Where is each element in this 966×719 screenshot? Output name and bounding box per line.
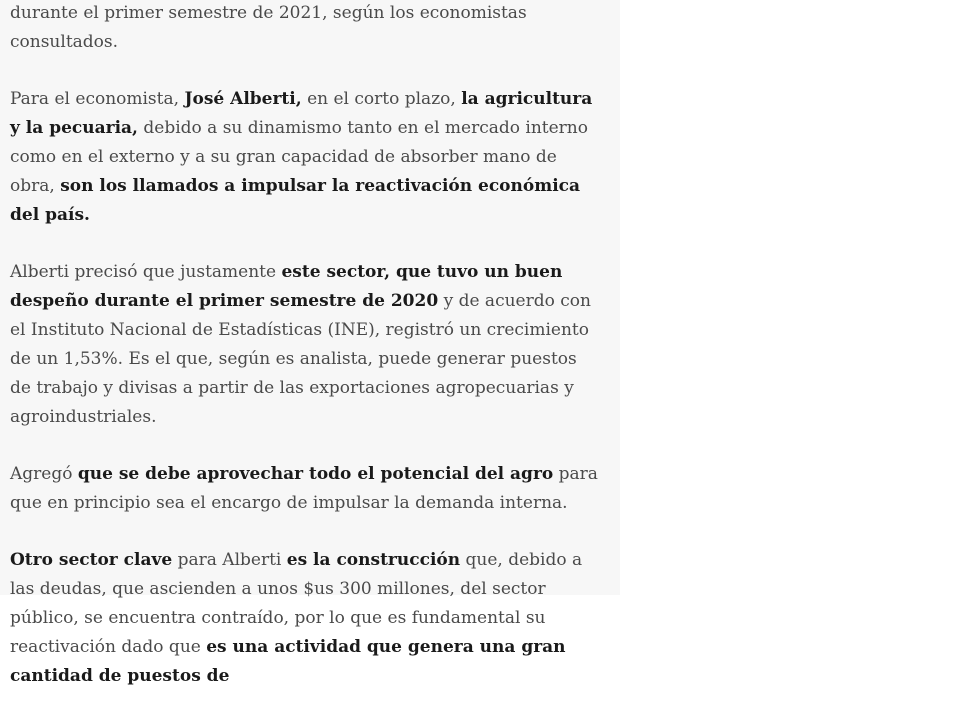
paragraph-2-text-1: Para el economista, — [10, 89, 185, 109]
paragraph-5 — [10, 546, 602, 691]
paragraph-5-text-1: para Alberti — [172, 550, 287, 570]
paragraph-1 — [10, 0, 602, 57]
paragraph-4-text-1: Agregó — [10, 464, 78, 484]
paragraph-5-bold-1: Otro sector clave — [10, 550, 173, 570]
paragraph-4-text-2: para que en principio sea el encargo de impulsar la demanda interna. — [10, 464, 598, 513]
paragraph-2-bold-3: son los llamados a impulsar la reactivación económica del país. — [10, 176, 581, 225]
paragraph-2 — [10, 85, 602, 230]
right-blank-area — [620, 0, 966, 595]
paragraph-5-text-2: que, debido a las deudas, que ascienden a unos $us 300 millones, del sector público, se encuentra contraído, por lo que es fundamental su reactivación dado que — [10, 550, 583, 657]
paragraph-3 — [10, 258, 602, 432]
paragraph-5-bold-2: es la construcción — [286, 550, 461, 570]
paragraph-3-text-1: Alberti precisó que justamente — [10, 262, 282, 282]
paragraph-5-bold-3: es una actividad que genera una gran cantidad de puestos de — [10, 637, 566, 686]
paragraph-2-text-3: debido a su dinamismo tanto en el mercado interno como en el externo y a su gran capacidad de absorber mano de obra, — [10, 118, 588, 196]
paragraph-2-bold-2: la agricultura y la pecuaria, — [10, 89, 593, 138]
paragraph-4 — [10, 460, 602, 518]
paragraph-2-bold-1: José Alberti, — [184, 89, 302, 109]
article-body — [10, 0, 602, 719]
paragraph-4-bold-1: que se debe aprovechar todo el potencial del agro — [77, 464, 554, 484]
paragraph-2-text-2: en el corto plazo, — [301, 89, 462, 109]
paragraph-3-text-2: y de acuerdo con el Instituto Nacional de Estadísticas (INE), registró un crecimiento de un 1,53%. Es el que, según es analista, puede generar puestos de trabajo y divisas a partir de las exportaciones agropecuarias y agroindustriales. — [10, 291, 591, 427]
paragraph-1-text: durante el primer semestre de 2021, según los economistas consultados. — [10, 3, 527, 52]
paragraph-3-bold-1: este sector, que tuvo un buen despeño durante el primer semestre de 2020 — [10, 262, 563, 311]
